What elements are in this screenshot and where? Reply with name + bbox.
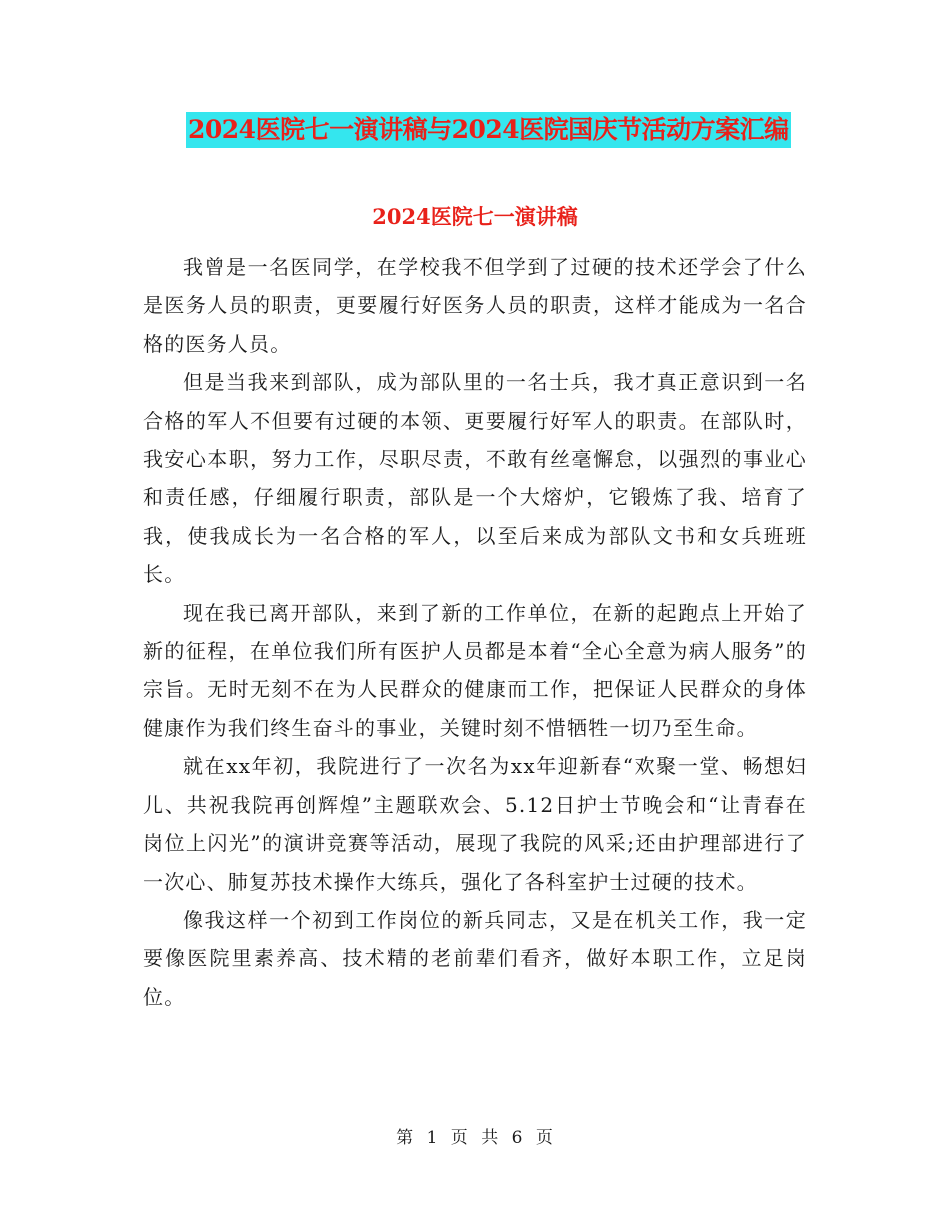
paragraph: 像我这样一个初到工作岗位的新兵同志，又是在机关工作，我一定要像医院里素养高、技术精的老前辈们看齐，做好本职工作，立足岗位。 <box>143 907 807 1009</box>
paragraph: 我曾是一名医同学，在学校我不但学到了过硬的技术还学会了什么是医务人员的职责，更要履行好医务人员的职责，这样才能成为一名合格的医务人员。 <box>143 255 807 356</box>
paragraph: 就在xx年初，我院进行了一次名为xx年迎新春“欢聚一堂、畅想妇儿、共祝我院再创辉煌”主题联欢会、5.12日护士节晚会和“让青春在岗位上闪光”的演讲竞赛等活动，展现了我院的风采;还由护理部进行了一次心、肺复苏技术操作大练兵，强化了各科室护士过硬的技术。 <box>143 754 807 894</box>
section-title: 2024医院七一演讲稿 <box>372 204 578 229</box>
paragraph: 但是当我来到部队，成为部队里的一名士兵，我才真正意识到一名合格的军人不但要有过硬的本领、更要履行好军人的职责。在部队时，我安心本职，努力工作，尽职尽责，不敢有丝毫懈怠，以强烈的事业心和责任感，仔细履行职责，部队是一个大熔炉，它锻炼了我、培育了我，使我成长为一名合格的军人，以至后来成为部队文书和女兵班班长。 <box>143 370 807 587</box>
document-main-title: 2024医院七一演讲稿与2024医院国庆节活动方案汇编 <box>186 112 791 148</box>
page-footer: 第 1 页 共 6 页 <box>396 1128 554 1148</box>
paragraph: 现在我已离开部队，来到了新的工作单位，在新的起跑点上开始了新的征程，在单位我们所有医护人员都是本着“全心全意为病人服务”的宗旨。无时无刻不在为人民群众的健康而工作，把保证人民群众的身体健康作为我们终生奋斗的事业，关键时刻不惜牺牲一切乃至生命。 <box>143 600 807 740</box>
body-text <box>143 248 807 1016</box>
